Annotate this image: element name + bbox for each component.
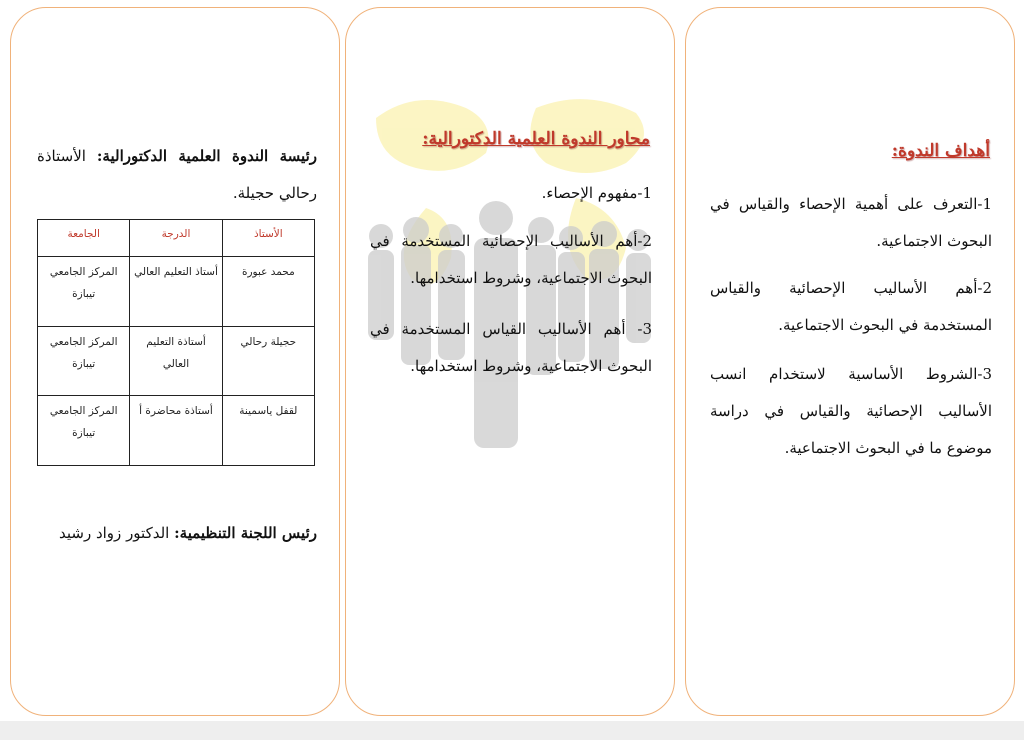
goals-title: أهداف الندوة: [891,141,990,161]
goal-item-1: 1-التعرف على أهمية الإحصاء والقياس في البحوث الاجتماعية. [710,195,992,250]
panel-seminar-axes [345,7,675,716]
axis-item-1: 1-مفهوم الإحصاء. [541,184,652,202]
table-header-row [38,220,315,257]
cell-university: المركز الجامعي تيبازة [38,396,130,466]
seminar-chair-name: الأستاذة رحالي حجيلة. [37,147,317,202]
table-row [38,396,315,466]
axis-item-2: 2-أهم الأساليب الإحصائية المستخدمة في البحوث الاجتماعية، وشروط استخدامها. [370,232,652,287]
cell-rank: أستاذة التعليم العالي [130,326,222,396]
table-row [38,257,315,327]
bottom-strip [0,721,1024,740]
seminar-chair [37,138,317,212]
axes-title: محاور الندوة العلمية الدكتورالية: [422,129,650,149]
seminar-chair-label: رئيسة الندوة العلمية الدكتورالية: [96,147,317,165]
staff-table [37,219,315,466]
goal-item-2: 2-أهم الأساليب الإحصائية والقياس المستخدمة في البحوث الاجتماعية. [710,279,992,334]
cell-rank: أستاذة محاضرة أ [130,396,222,466]
committee-label: رئيس اللجنة التنظيمية: [174,524,317,542]
cell-rank: أستاذ التعليم العالي [130,257,222,327]
cell-professor: لقفل ياسمينة [222,396,314,466]
panel-seminar-goals [685,7,1015,716]
header-rank: الدرجة [130,220,222,257]
committee-name: الدكتور زواد رشيد [58,524,170,542]
header-university: الجامعة [38,220,130,257]
axis-item-3: 3- أهم الأساليب القياس المستخدمة في البحوث الاجتماعية، وشروط استخدامها. [370,320,652,375]
cell-professor: محمد عبورة [222,257,314,327]
panel-organizers [10,7,340,716]
goal-item-3: 3-الشروط الأساسية لاستخدام انسب الأساليب الإحصائية والقياس في دراسة موضوع ما في البحوث الاجتماعية. [710,365,992,457]
table-row [38,326,315,396]
cell-university: المركز الجامعي تيبازة [38,326,130,396]
header-professor: الأستاذ [222,220,314,257]
cell-professor: حجيلة رحالي [222,326,314,396]
cell-university: المركز الجامعي تيبازة [38,257,130,327]
organizing-committee [37,515,317,552]
